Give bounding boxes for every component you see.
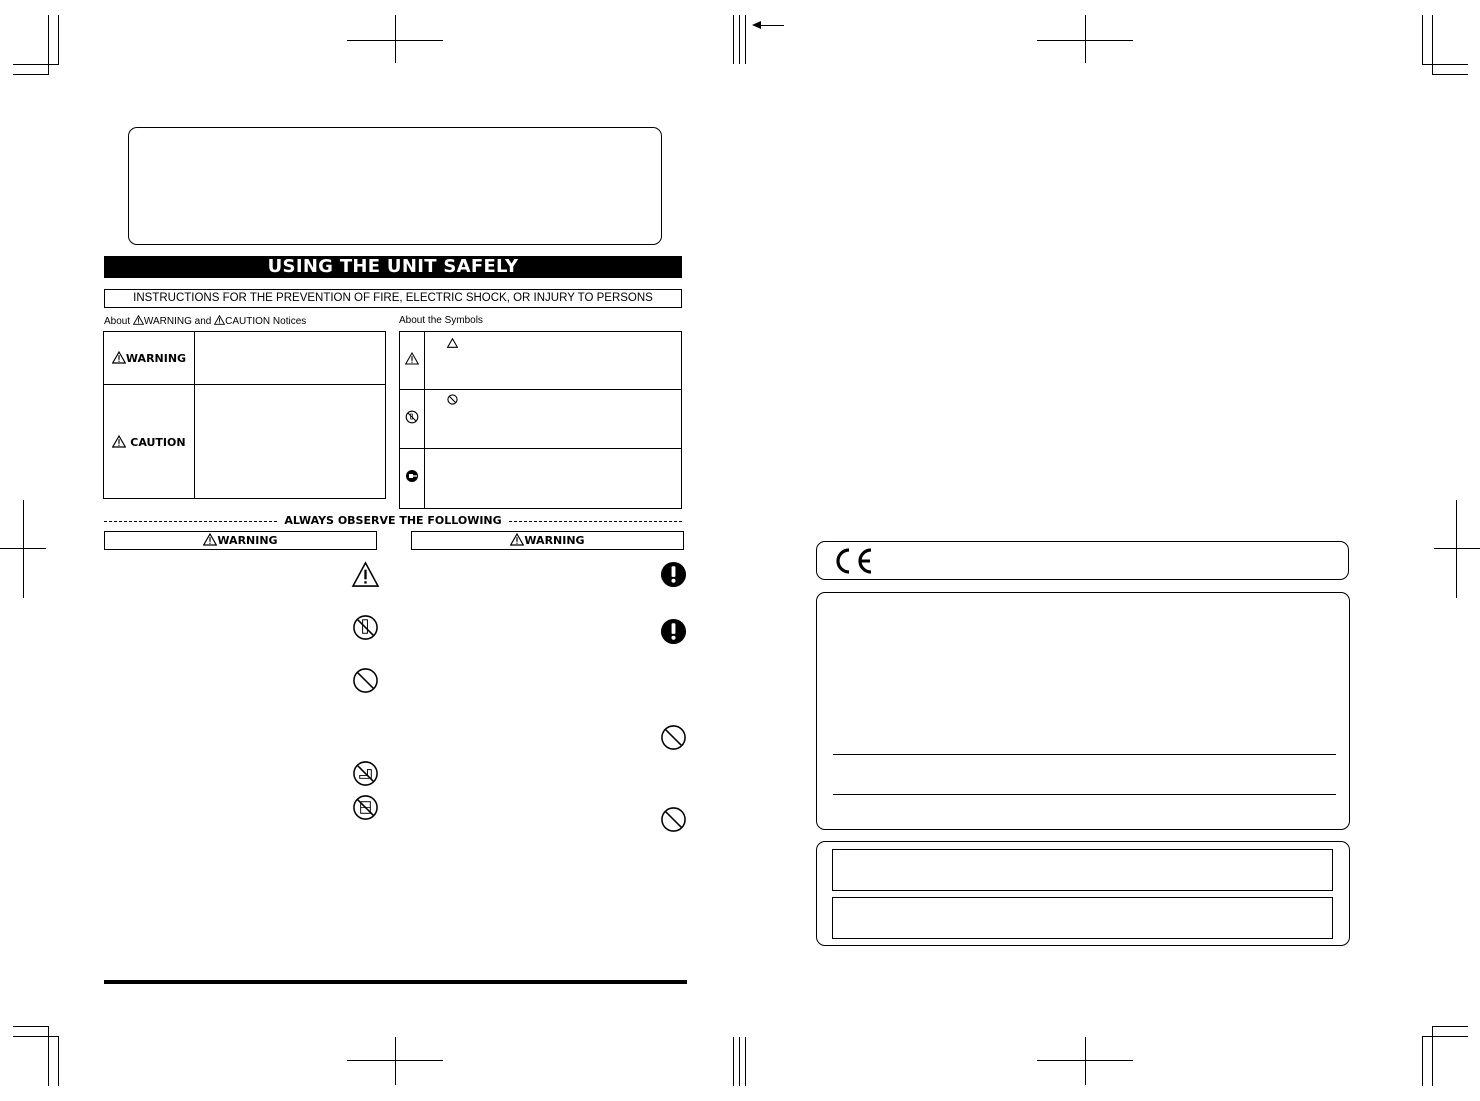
prohibited-icon xyxy=(660,806,687,833)
top-notice-box xyxy=(128,127,662,245)
prohibited-icon xyxy=(352,667,379,694)
warning-triangle-icon xyxy=(133,315,144,325)
compliance-divider-2 xyxy=(833,794,1336,795)
ce-mark-icon xyxy=(829,546,875,576)
instructions-banner: INSTRUCTIONS FOR THE PREVENTION OF FIRE, ELECTRIC SHOCK, OR INJURY TO PERSONS xyxy=(104,289,682,308)
ce-box xyxy=(816,541,1349,580)
compliance-divider-1 xyxy=(833,754,1336,755)
information-panel-2 xyxy=(832,897,1333,939)
caution-description-cell xyxy=(195,385,386,499)
notices-table xyxy=(103,331,386,499)
notice-box-rule xyxy=(137,127,589,128)
ce-box-rule xyxy=(828,541,1254,542)
symbols-table xyxy=(399,331,682,509)
no-liquid-icon xyxy=(352,794,379,821)
warning-triangle-icon xyxy=(112,351,126,364)
symbols-caption: About the Symbols xyxy=(399,315,483,326)
notices-caption: About WARNING and CAUTION Notices xyxy=(104,316,307,327)
page-bottom-rule xyxy=(104,980,687,984)
warning-triangle-icon xyxy=(405,352,419,365)
caution-label-cell: CAUTION xyxy=(104,385,195,499)
warning-triangle-icon xyxy=(112,435,126,448)
no-water-icon xyxy=(352,760,379,787)
triangle-symbol-icon xyxy=(447,338,458,348)
exclamation-icon xyxy=(660,561,687,588)
warning-triangle-icon xyxy=(351,561,380,588)
prohibited-symbol-icon xyxy=(447,394,458,405)
warning-label-cell: WARNING xyxy=(104,332,195,385)
warning-triangle-icon xyxy=(203,533,217,546)
always-observe-row xyxy=(104,514,682,528)
warning-triangle-icon xyxy=(214,315,225,325)
warning-description-cell xyxy=(195,332,386,385)
plug-disconnect-icon xyxy=(405,469,419,483)
left-column-warning-header: WARNING xyxy=(104,531,377,550)
warning-triangle-icon xyxy=(510,533,524,546)
information-box-rule xyxy=(828,841,1280,842)
right-column-warning-header: WARNING xyxy=(411,531,684,550)
compliance-box-rule xyxy=(828,592,1280,593)
page-title: USING THE UNIT SAFELY xyxy=(104,256,682,278)
always-observe-heading: ALWAYS OBSERVE THE FOLLOWING xyxy=(278,514,507,527)
exclamation-icon xyxy=(660,618,687,645)
prohibited-icon xyxy=(660,724,687,751)
prohibited-icon xyxy=(405,410,419,424)
disassembly-prohibited-icon xyxy=(352,614,379,641)
information-panel-1 xyxy=(832,849,1333,891)
